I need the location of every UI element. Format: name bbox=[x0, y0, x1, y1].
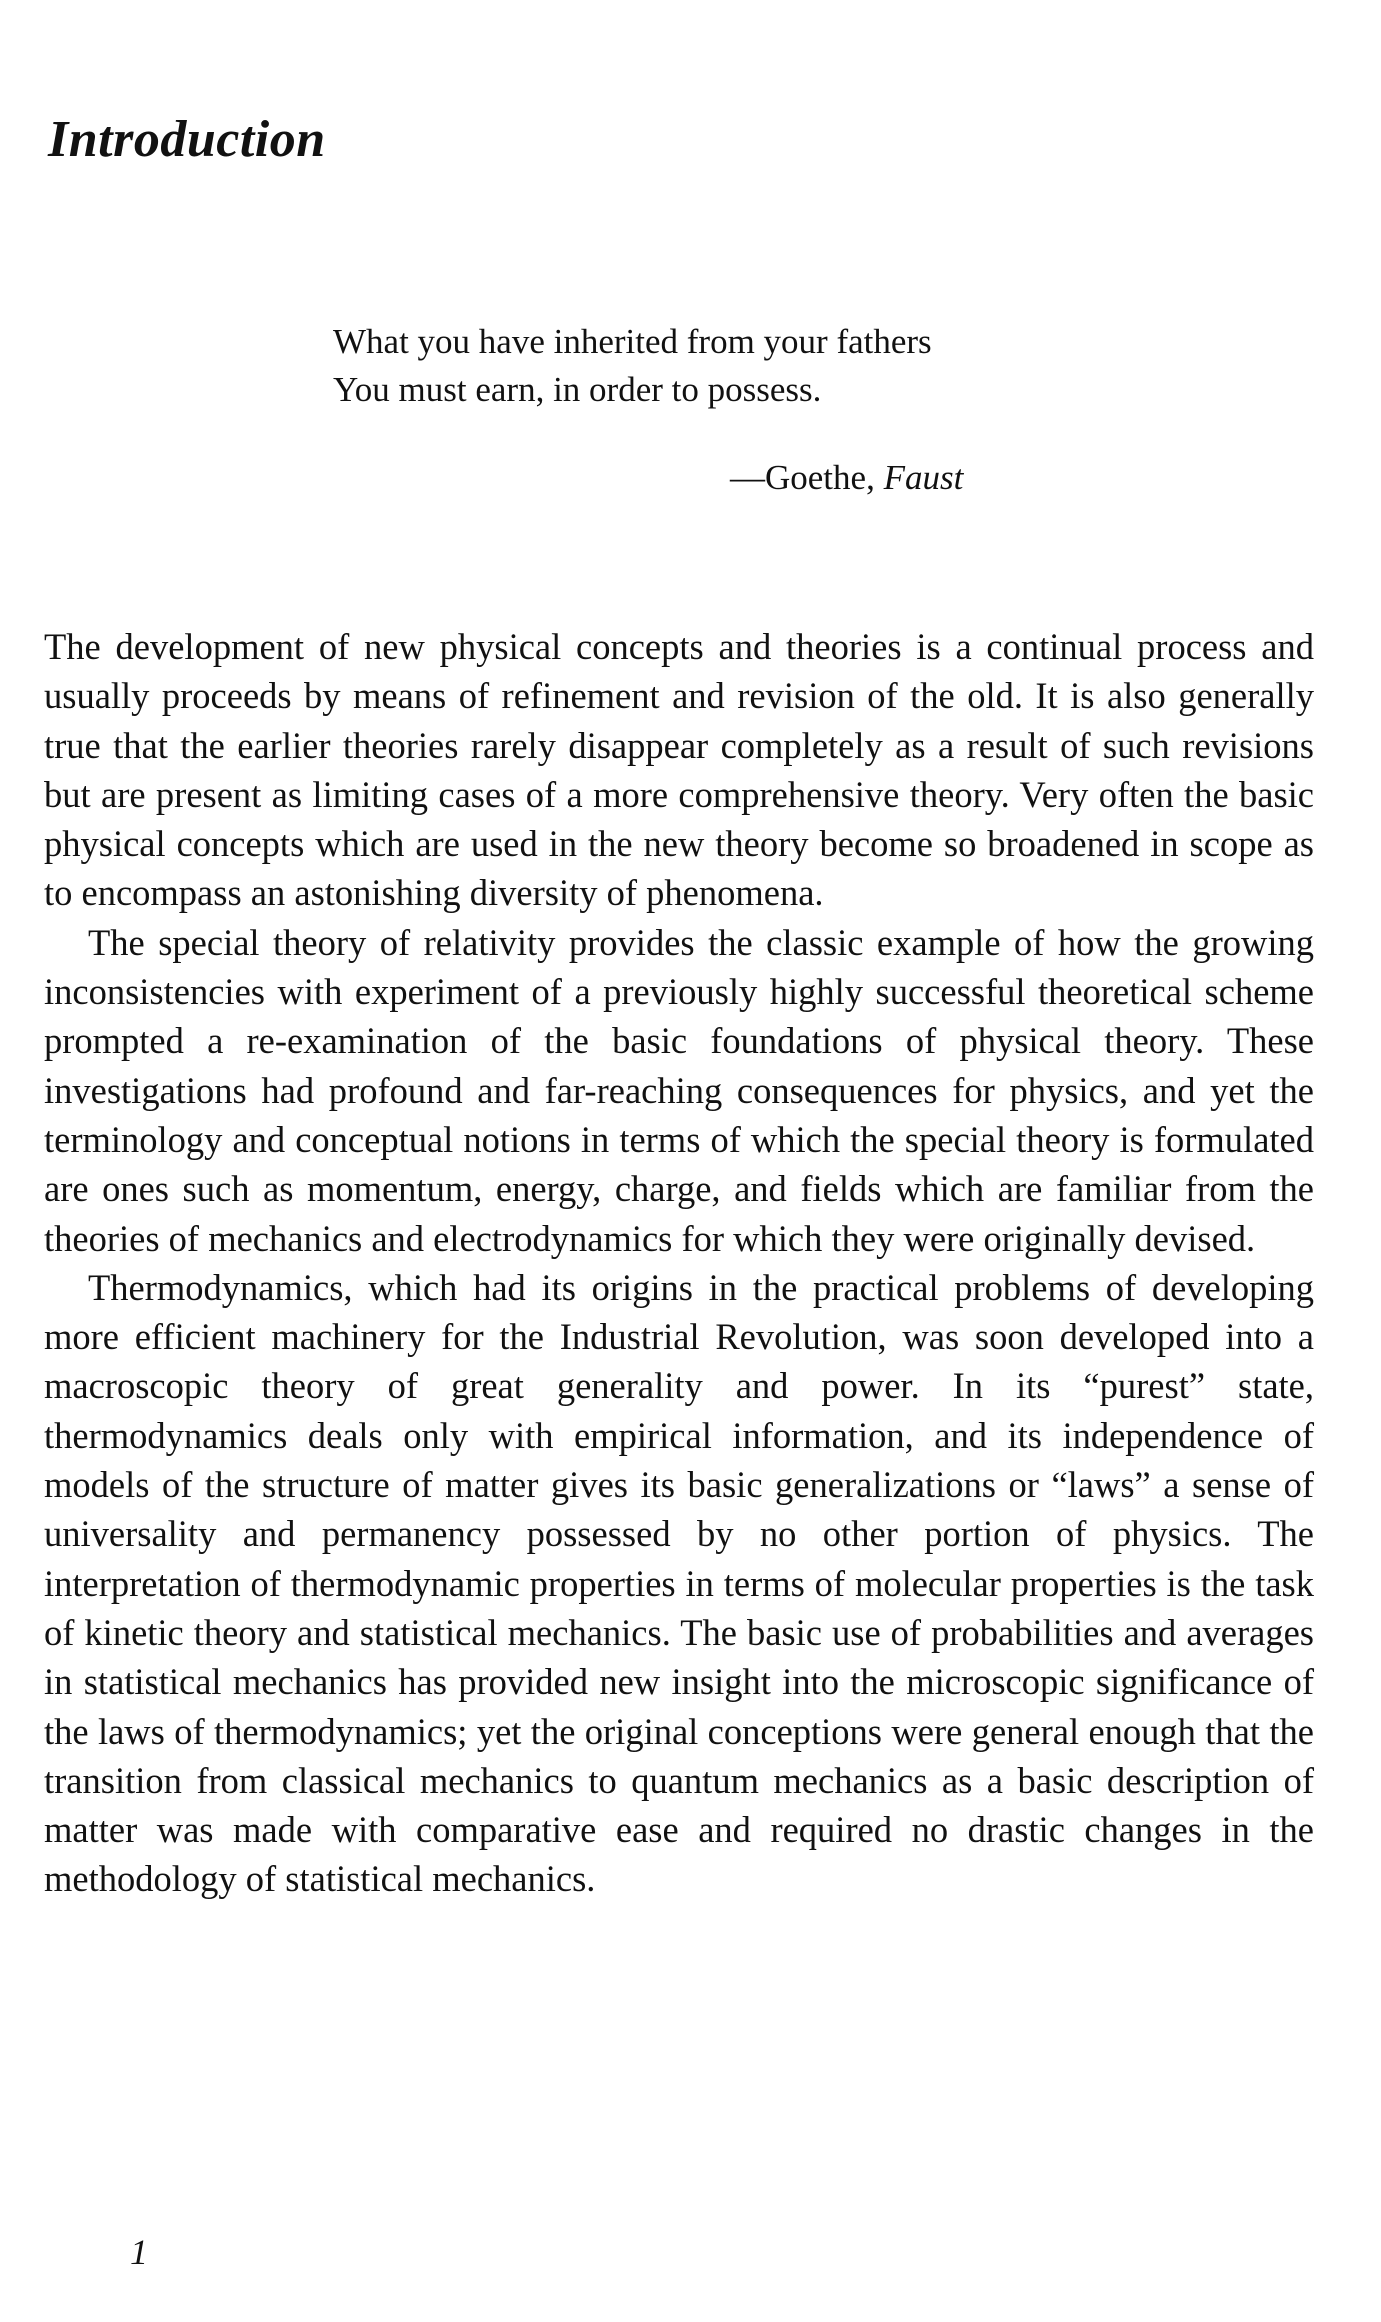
epigraph-line: You must earn, in order to possess. bbox=[333, 370, 822, 409]
page-number: 1 bbox=[130, 2232, 148, 2272]
paragraph: The development of new physical concepts and theories is a continual process and usually proceeds by means of refinement and revision of the old. It is also generally true that the earlier theories rarely disappear completely as a result of such revisions but are present as limiting cases of a more comprehensive theory. Very often the basic physical concepts which are used in the new theory become so broadened in scope as to encompass an astonishing diversity of phenomena. bbox=[44, 626, 1314, 914]
attribution-work-title: Faust bbox=[883, 458, 964, 497]
epigraph-attribution bbox=[730, 454, 963, 502]
paragraph: The special theory of relativity provides the classic example of how the growing inconsistencies with experiment of a previously highly successful theoretical scheme prompted a re-examination of the basic foundations of physical theory. These investigations had profound and far-reaching consequences for physics, and yet the terminology and conceptual notions in terms of which the special theory is formulated are ones such as momentum, energy, charge, and fields which are familiar from the theories of mechanics and electrodynamics for which they were originally devised. bbox=[44, 921, 1314, 1259]
chapter-title: Introduction bbox=[48, 111, 326, 168]
attribution-author: —Goethe, bbox=[730, 458, 884, 497]
body-text bbox=[44, 622, 1314, 1904]
paragraph: Thermodynamics, which had its origins in the practical problems of developing more efficient machinery for the Industrial Revolution, was soon developed into a macroscopic theory of great generality and power. In its “purest” state, thermodynamics deals only with empirical information, and its independence of models of the structure of matter gives its basic generalizations or “laws” a sense of universality and permanency possessed by no other portion of physics. The interpretation of thermodynamic properties in terms of molecular properties is the task of kinetic theory and statistical mechanics. The basic use of probabilities and averages in statistical mechanics has provided new insight into the microscopic significance of the laws of thermodynamics; yet the original conceptions were general enough that the transition from classical mechanics to quantum mechanics as a basic description of matter was made with comparative ease and required no drastic changes in the methodology of statistical mechanics. bbox=[44, 1266, 1314, 1900]
epigraph bbox=[333, 318, 1033, 414]
epigraph-line: What you have inherited from your fathers bbox=[333, 322, 932, 361]
